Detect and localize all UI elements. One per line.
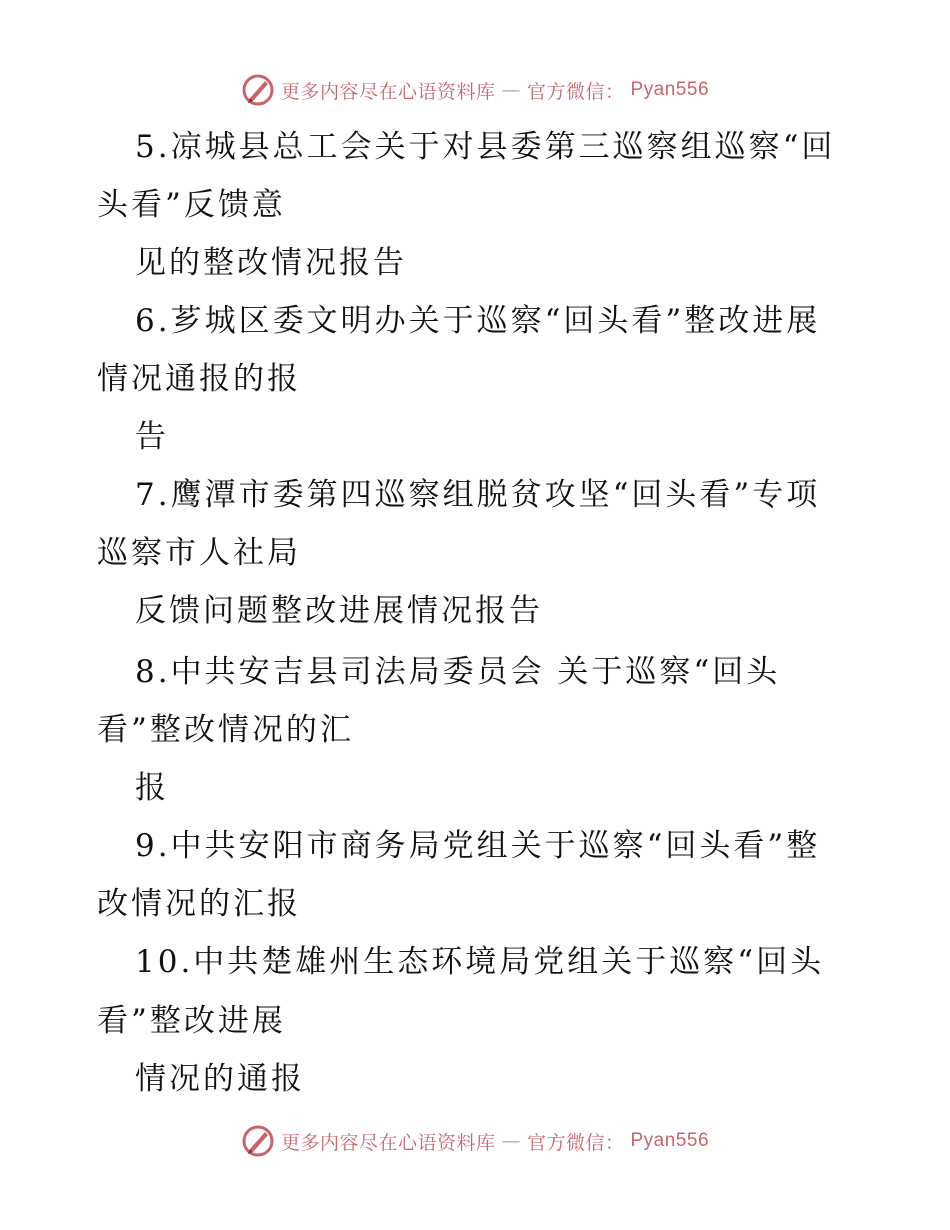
doc-line-item-7-cont2: 反馈问题整改进展情况报告 <box>135 593 543 629</box>
doc-line-item-6-cont2: 告 <box>135 419 169 455</box>
doc-line-item-8-cont: 看”整改情况的汇 <box>97 712 354 748</box>
doc-line-item-7-cont: 巡察市人社局 <box>97 535 301 571</box>
watermark-label: 官方微信： <box>526 1131 625 1154</box>
doc-line-item-6-cont: 情况通报的报 <box>97 361 301 397</box>
doc-line-item-6: 6.芗城区委文明办关于巡察“回头看”整改进展 <box>135 303 821 339</box>
doc-line-item-7: 7.鹰潭市委第四巡察组脱贫攻坚“回头看”专项 <box>135 477 821 513</box>
watermark-text: 更多内容尽在心语资料库 <box>280 1131 496 1154</box>
doc-line-item-9-cont: 改情况的汇报 <box>97 886 301 922</box>
doc-line-item-8: 8.中共安吉县司法局委员会 关于巡察“回头 <box>135 654 781 690</box>
pen-logo-icon <box>241 73 275 107</box>
doc-line-item-10-cont2: 情况的通报 <box>135 1061 305 1097</box>
watermark-text: 更多内容尽在心语资料库 <box>280 80 496 103</box>
watermark-footer <box>0 1123 950 1159</box>
pen-logo-icon <box>241 1124 275 1158</box>
doc-line-item-5: 5.凉城县总工会关于对县委第三巡察组巡察“回 <box>135 129 836 165</box>
watermark-header <box>0 72 950 108</box>
doc-line-item-9: 9.中共安阳市商务局党组关于巡察“回头看”整 <box>135 828 821 864</box>
watermark-id: Pyan556 <box>630 79 710 100</box>
doc-line-item-8-cont2: 报 <box>135 770 169 806</box>
watermark-label: 官方微信： <box>526 80 625 103</box>
doc-line-item-10-cont: 看”整改进展 <box>97 1003 286 1039</box>
watermark-id: Pyan556 <box>630 1130 710 1151</box>
doc-line-item-5-cont: 头看”反馈意 <box>97 187 286 223</box>
doc-line-item-5-cont2: 见的整改情况报告 <box>135 245 407 281</box>
watermark-dash: — <box>501 79 521 101</box>
doc-line-item-10: 10.中共楚雄州生态环境局党组关于巡察“回头 <box>135 944 825 980</box>
watermark-dash: — <box>501 1130 521 1152</box>
